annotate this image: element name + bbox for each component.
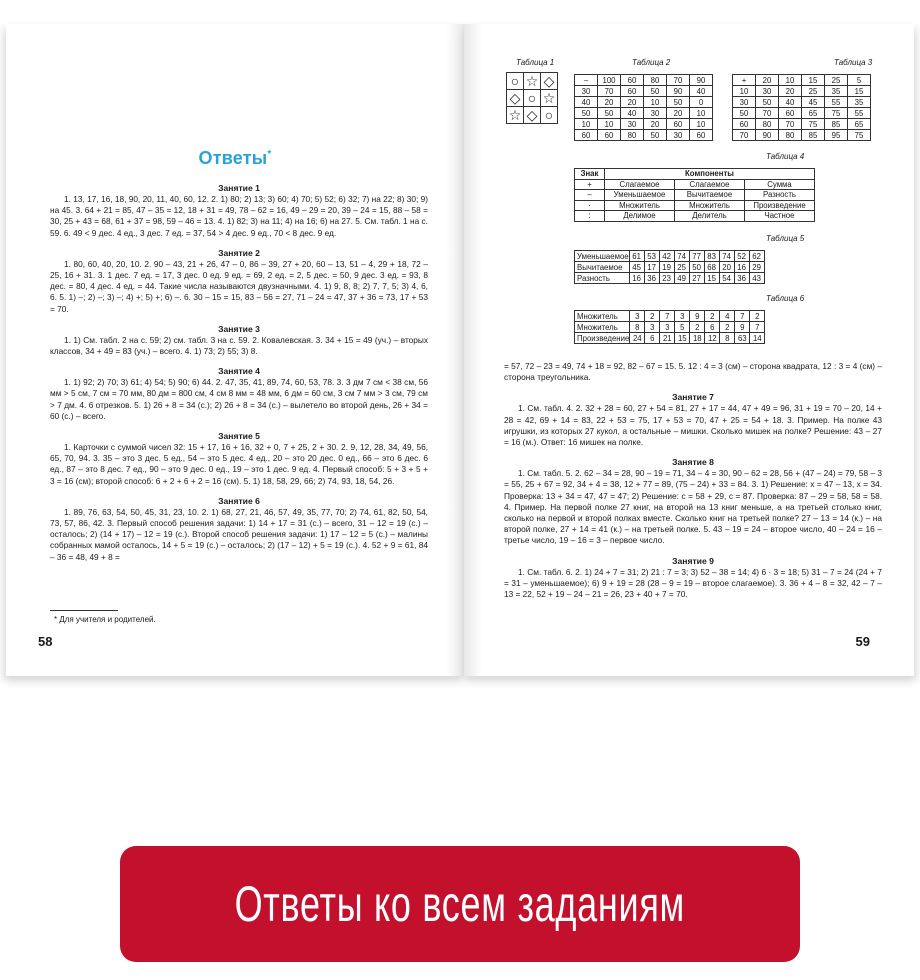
table-cell: 15 xyxy=(675,333,690,344)
table-row xyxy=(575,97,713,108)
table-cell: 9 xyxy=(735,322,750,333)
table-cell: 20 xyxy=(621,97,644,108)
table-cell: 16 xyxy=(629,273,644,284)
table-cell: 74 xyxy=(719,251,734,262)
left-answers xyxy=(50,182,428,563)
table-row xyxy=(575,311,765,322)
table-cell: 27 xyxy=(689,273,704,284)
lesson-text: 1. 13, 17, 16, 18, 90, 20, 11, 40, 60, 12. 2. 1) 80; 2) 13; 3) 60; 4) 70; 5) 52; 6) 32; 7) на 22; 8) 30; 9) на 45. 3. 64 + 21 = 85, 47 – 35 = 12, 18 + 31 = 49, 78 – 62 = 16, 49 – 29 = 20, 39 – 24 = 15, 88 – 58 = 30, 25 + 43 = 68, 61 + 37 = 98, 59 – 46 = 13. 4. 1) 82; 3) на 11; 4) на 16; 6) на 27. 5. См. табл. 1 на с. 59. 6. 49 < 9 дес. 4 ед., 3 дес. 7 ед. = 37, 54 > 4 дес. 9 ед., 70 < 8 дес. 9 ед. xyxy=(50,194,428,238)
table-cell: 8 xyxy=(720,333,735,344)
table-cell: 15 xyxy=(848,86,871,97)
table-cell: 36 xyxy=(734,273,749,284)
table-cell: 60 xyxy=(667,119,690,130)
table-header-sign: Знак xyxy=(575,169,605,180)
table-cell: 77 xyxy=(689,251,704,262)
lesson-text: 1. См. табл. 5. 2. 62 – 34 = 28, 90 – 19 = 71, 34 – 4 = 30, 90 – 62 = 28, 56 + (47 – 24) = 79, 58 – 3 = 55, 25 + 67 = 92, 34 + 4 = 38, 12 + 77 = 89, (75 – 24) + 33 = 84. 3. 1) Решение: x = 47 – 13, x = 34. Проверка: 13 + 34 = 47, 47 = 47; 2) Решение: c = 58 + 29, c = 87. Проверка: 87 – 29 = 58, 58 = 58. 4. Пример. На первой полке 27 книг, на второй на 13 книг меньше, а на третьей столько книг, сколько на первой и второй полках вместе. Сколько книг на третьей полке? 27 – 13 = 14 (к.) – на второй полке, 27 + 14 = 41 (к.) – на третьей полке. 5. 43 – 19 = 24 – второе число, 40 – 24 = 16 – третье число, 19 – 16 = 3 – первое число. xyxy=(504,468,882,546)
subtraction-table xyxy=(574,74,713,141)
table-row xyxy=(575,190,815,201)
table-cell: 25 xyxy=(674,262,689,273)
table-cell: 50 xyxy=(733,108,756,119)
row-label-cell: Множитель xyxy=(575,311,630,322)
table-cell: ○ xyxy=(541,107,558,124)
table-row xyxy=(575,179,815,190)
table-cell: 50 xyxy=(756,97,779,108)
table-cell: 40 xyxy=(575,97,598,108)
table-cell: 60 xyxy=(598,130,621,141)
gutter-shadow xyxy=(464,24,482,676)
table-row xyxy=(575,251,765,262)
table-cell: 2 xyxy=(720,322,735,333)
table-row xyxy=(733,97,871,108)
table-cell: 10 xyxy=(690,119,713,130)
table-cell: Множитель xyxy=(675,200,745,211)
table-cell: 50 xyxy=(644,130,667,141)
lesson-section xyxy=(50,323,428,357)
table-cell: 30 xyxy=(644,108,667,119)
table-cell: 10 xyxy=(598,119,621,130)
row-label-cell: Разность xyxy=(575,273,630,284)
promo-banner xyxy=(120,846,800,962)
row-label-cell: Произведение xyxy=(575,333,630,344)
table-cell: 85 xyxy=(825,119,848,130)
lesson-heading: Занятие 8 xyxy=(672,457,714,468)
lesson-heading: Занятие 4 xyxy=(218,366,260,377)
right-answers xyxy=(504,361,882,600)
table-cell: 20 xyxy=(644,119,667,130)
table-cell: Разность xyxy=(745,190,815,201)
table-caption: Таблица 4 xyxy=(766,152,805,161)
table-cell: Частное xyxy=(745,211,815,222)
table-cell: 50 xyxy=(667,97,690,108)
table-cell: 12 xyxy=(705,333,720,344)
table-row xyxy=(575,75,713,86)
table-row xyxy=(575,119,713,130)
lesson-section xyxy=(50,430,428,487)
continuation-text: = 57, 72 – 23 = 49, 74 + 18 = 92, 82 – 67 = 15. 5. 12 : 4 = 3 (см) – сторона квадрата, 12 : 3 = 4 (см) – сторона треугольника. xyxy=(504,361,882,383)
table-cell: + xyxy=(733,75,756,86)
table-cell: 30 xyxy=(733,97,756,108)
table-cell: 10 xyxy=(644,97,667,108)
table-cell: 60 xyxy=(733,119,756,130)
table-cell: 75 xyxy=(848,130,871,141)
table-cell: 36 xyxy=(644,273,659,284)
lesson-heading: Занятие 3 xyxy=(218,323,260,334)
table-row xyxy=(575,273,765,284)
table-cell: ○ xyxy=(507,73,524,90)
table-cell: 80 xyxy=(644,75,667,86)
lesson-text: 1. 1) 92; 2) 70; 3) 61; 4) 54; 5) 90; 6) 44. 2. 47, 35, 41, 89, 74, 60, 53, 78. 3. 3 дм 7 см < 38 см, 56 мм > 5 см, 7 см = 70 мм, 80 дм = 800 см, 4 см 8 мм = 48 мм, 6 дм = 60 см, 3 см 7 мм > 3 см, 79 см > 7 дм. 4. 6 отрезков. 5. 1) 26 + 8 = 34 (с.); 2) 26 + 8 = 34 (с.) – вылетело во второй день, 26 + 34 = 60 (с.) – всего. xyxy=(50,377,428,421)
table-cell: ◇ xyxy=(541,73,558,90)
table-cell: 45 xyxy=(802,97,825,108)
table-cell: 60 xyxy=(690,130,713,141)
table-row xyxy=(507,73,558,90)
table-cell: 9 xyxy=(690,311,705,322)
table-cell: 25 xyxy=(802,86,825,97)
row-label-cell: Уменьшаемое xyxy=(575,251,630,262)
lesson-section xyxy=(50,182,428,239)
table-cell: ☆ xyxy=(541,90,558,107)
lesson-section xyxy=(50,495,428,563)
table-cell: 10 xyxy=(575,119,598,130)
footnote-divider xyxy=(50,610,118,611)
table-cell: 10 xyxy=(690,108,713,119)
table-cell: Уменьшаемое xyxy=(605,190,675,201)
table-cell: 4 xyxy=(720,311,735,322)
table-cell: 50 xyxy=(575,108,598,119)
table-cell: 14 xyxy=(750,333,765,344)
table-cell: 60 xyxy=(621,75,644,86)
table-row xyxy=(575,322,765,333)
table-cell: 95 xyxy=(825,130,848,141)
table-row xyxy=(575,130,713,141)
table-cell: 65 xyxy=(848,119,871,130)
table-cell: ◇ xyxy=(507,90,524,107)
table-cell: 21 xyxy=(660,333,675,344)
table-caption: Таблица 5 xyxy=(766,234,805,243)
table-row xyxy=(733,75,871,86)
table-cell: 3 xyxy=(675,311,690,322)
table-cell: 40 xyxy=(690,86,713,97)
table-row xyxy=(507,107,558,124)
table-cell: 49 xyxy=(674,273,689,284)
table-cell: 17 xyxy=(644,262,659,273)
left-page xyxy=(6,24,464,676)
lesson-section xyxy=(504,555,882,601)
table-cell: 75 xyxy=(825,108,848,119)
table-row xyxy=(575,333,765,344)
table-cell: 15 xyxy=(704,273,719,284)
table-cell: 100 xyxy=(598,75,621,86)
table-cell: 63 xyxy=(735,333,750,344)
table-cell: 3 xyxy=(630,311,645,322)
table-cell: 42 xyxy=(659,251,674,262)
difference-table xyxy=(574,250,765,284)
table-cell: ☆ xyxy=(507,107,524,124)
table-cell: + xyxy=(575,179,605,190)
table-row xyxy=(575,108,713,119)
table-cell: 50 xyxy=(644,86,667,97)
table-cell: 70 xyxy=(667,75,690,86)
table-cell: 23 xyxy=(659,273,674,284)
table-cell: 6 xyxy=(645,333,660,344)
table-row xyxy=(733,86,871,97)
table-cell: 24 xyxy=(630,333,645,344)
table-cell: 29 xyxy=(749,262,764,273)
table-cell: 80 xyxy=(779,130,802,141)
table-cell: 6 xyxy=(705,322,720,333)
table-cell: 62 xyxy=(749,251,764,262)
table-row xyxy=(733,130,871,141)
lesson-text: 1. Карточки с суммой чисел 32: 15 + 17, 16 + 16, 32 + 0, 7 + 25, 2 + 30. 2. 9, 12, 28, 34, 49, 56, 65, 70, 94. 3. 35 – это 3 дес. 5 ед., 54 – это 5 дес. 4 ед., 20 – это 20 дес. 0 ед., 66 – это 6 дес. 6 ед., 87 – это 8 дес. 7 ед., 90 – это 9 дес. 0 ед., 19 – это 1 дес. 9 ед. 4. Первый способ: 5 + 3 + 5 + 3 = 16 (см); второй способ: 6 + 2 + 6 + 2 = 16 (см). 5. 1) 18, 58, 29, 66; 2) 74, 93, 18, 54, 26. xyxy=(50,442,428,486)
lesson-section xyxy=(504,391,882,448)
table-cell: 40 xyxy=(621,108,644,119)
table-cell: Вычитаемое xyxy=(675,190,745,201)
table-cell: 3 xyxy=(645,322,660,333)
table-cell: 15 xyxy=(802,75,825,86)
table-cell: 8 xyxy=(630,322,645,333)
table-cell: 80 xyxy=(756,119,779,130)
table-cell: 60 xyxy=(779,108,802,119)
table-cell: 18 xyxy=(690,333,705,344)
table-cell: Делитель xyxy=(675,211,745,222)
table-row xyxy=(575,262,765,273)
table-row xyxy=(733,119,871,130)
table-cell: 2 xyxy=(690,322,705,333)
right-page xyxy=(464,24,914,676)
table-cell: 85 xyxy=(802,130,825,141)
components-table xyxy=(574,168,815,222)
table-cell: 68 xyxy=(704,262,719,273)
symbols-table xyxy=(506,72,558,124)
table-cell: 20 xyxy=(779,86,802,97)
table-cell: 3 xyxy=(660,322,675,333)
table-cell: 90 xyxy=(667,86,690,97)
table-header-components: Компоненты xyxy=(605,169,815,180)
table-cell: 83 xyxy=(704,251,719,262)
product-table xyxy=(574,310,765,344)
gutter-shadow xyxy=(446,24,464,676)
page-title xyxy=(6,148,464,169)
table-caption: Таблица 2 xyxy=(632,58,671,67)
table-cell: 25 xyxy=(825,75,848,86)
table-cell: 70 xyxy=(779,119,802,130)
lesson-heading: Занятие 2 xyxy=(218,247,260,258)
table-cell: 35 xyxy=(825,86,848,97)
table-cell: – xyxy=(575,190,605,201)
table-cell: 40 xyxy=(779,97,802,108)
lesson-heading: Занятие 6 xyxy=(218,495,260,506)
table-cell: 16 xyxy=(734,262,749,273)
table-cell: – xyxy=(575,75,598,86)
table-cell: 60 xyxy=(575,130,598,141)
table-row xyxy=(575,200,815,211)
lesson-text: 1. 1) См. табл. 2 на с. 59; 2) см. табл. 3 на с. 59. 2. Ковалевская. 3. 34 + 15 = 49 (уч.) – вторых классов, 34 + 49 = 83 (уч.) – всего. 4. 1) 73; 2) 55; 3) 8. xyxy=(50,334,428,357)
table-row xyxy=(733,108,871,119)
lesson-heading: Занятие 1 xyxy=(218,183,260,193)
table-cell: 90 xyxy=(690,75,713,86)
table-cell: 45 xyxy=(629,262,644,273)
table-cell: 2 xyxy=(645,311,660,322)
table-cell: 2 xyxy=(705,311,720,322)
table-cell: 80 xyxy=(621,130,644,141)
book-spread xyxy=(6,24,914,692)
table-cell: 5 xyxy=(848,75,871,86)
table-cell: 20 xyxy=(667,108,690,119)
row-label-cell: Вычитаемое xyxy=(575,262,630,273)
table-cell: 10 xyxy=(779,75,802,86)
table-cell: 43 xyxy=(749,273,764,284)
table-cell: · xyxy=(575,200,605,211)
table-cell: 70 xyxy=(598,86,621,97)
lesson-section xyxy=(504,456,882,546)
lesson-text: 1. 89, 76, 63, 54, 50, 45, 31, 23, 10. 2. 1) 68, 27, 21, 46, 57, 49, 35, 77, 70; 2) 74, 61, 82, 50, 54, 73, 57, 86, 42. 3. Первый способ решения задачи: 1) 14 + 17 = 31 (с.) – всего, 31 – 12 = 19 (с.) – осталось; 2) (14 + 17) – 12 = 19 (с.). Второй способ решения задачи: 1) 17 – 12 = 5 (с.) – малины собранных мамой осталось, 14 + 5 = 19 (с.) – осталось; 2) (17 – 12) + 5 = 19 (с.). 4. 52 + 9 = 61, 84 – 36 = 48, 49 + 8 = xyxy=(50,506,428,562)
lesson-heading: Занятие 7 xyxy=(672,392,714,403)
table-cell: 50 xyxy=(689,262,704,273)
table-cell: 7 xyxy=(735,311,750,322)
table-cell: 2 xyxy=(750,311,765,322)
table-cell: 30 xyxy=(621,119,644,130)
lesson-heading: Занятие 9 xyxy=(672,555,714,566)
table-cell: 10 xyxy=(733,86,756,97)
page-number: 59 xyxy=(855,634,870,649)
table-cell: 7 xyxy=(750,322,765,333)
table-cell: 55 xyxy=(848,108,871,119)
table-cell: 7 xyxy=(660,311,675,322)
banner-text: Ответы ко всем заданиям xyxy=(234,876,686,932)
table-cell: Сумма xyxy=(745,179,815,190)
table-cell: 61 xyxy=(629,251,644,262)
table-cell: Слагаемое xyxy=(605,179,675,190)
table-cell: 20 xyxy=(719,262,734,273)
table-cell: 65 xyxy=(802,108,825,119)
title-text: Ответы xyxy=(198,148,268,168)
page-number: 58 xyxy=(38,634,53,649)
table-cell: 50 xyxy=(598,108,621,119)
table-caption: Таблица 3 xyxy=(834,58,873,67)
lesson-text: 1. См. табл. 4. 2. 32 + 28 = 60, 27 + 54 = 81, 27 + 17 = 44, 47 + 49 = 96, 31 + 19 = 70 – 20, 14 + 28 = 42, 69 + 14 = 83, 22 + 53 = 75, 17 + 53 = 70, 47 + 25 = 54 + 18. 3. Пример. На полке 43 игрушки, из которых 27 кукол, а остальные – мишки. Сколько мишек на полке? Решение: 43 – 27 = 16 (м.). Ответ: 16 мишек на полке. xyxy=(504,403,882,448)
table-cell: ◇ xyxy=(524,107,541,124)
lesson-text: 1. 80, 60, 40, 20, 10. 2. 90 – 43, 21 + 26, 47 – 0, 86 – 39, 27 + 20, 60 – 13, 51 – 4, 29 + 18, 72 – 25, 16 + 31. 3. 1 дес. 7 ед. = 17, 3 дес. 0 ед. 9 ед. = 69, 2 ед. = 2, 5 дес. = 50, 9 дес. 3 ед. = 93, 8 дес. = 80, 4 дес. 4 ед. = 44. Такие числа называются двузначными. 4. 1) 9, 8, 8; 2) 7, 7, 5; 3) 4, 6, 6. 5. 1) –; 2) –; 3) –; 4) +; 5) +; 6) –. 6. 30 – 15 = 15, 83 – 56 = 27, 71 – 24 = 47, 37 + 36 = 73, 17 + 53 = 70. xyxy=(50,258,428,314)
table-cell: 30 xyxy=(575,86,598,97)
table-cell: ☆ xyxy=(524,73,541,90)
table-cell: 20 xyxy=(598,97,621,108)
table-cell: Произведение xyxy=(745,200,815,211)
lesson-heading: Занятие 5 xyxy=(218,431,260,442)
table-cell: 75 xyxy=(802,119,825,130)
table-row xyxy=(575,211,815,222)
table-cell: 20 xyxy=(756,75,779,86)
row-label-cell: Множитель xyxy=(575,322,630,333)
lesson-text: 1. См. табл. 6. 2. 1) 24 + 7 = 31; 2) 21 : 7 = 3; 3) 52 – 38 = 14; 4) 6 · 3 = 18; 5) 31 – 7 = 24 (24 + 7 = 31 – уменьшаемое); 6) 9 + 19 = 28 (28 – 9 = 19 – второе слагаемое). 3. 36 + 4 – 8 = 32, 42 – 7 – 13 = 22, 52 + 19 – 24 – 21 = 26, 23 + 40 + 7 = 70. xyxy=(504,566,882,600)
table-cell: 30 xyxy=(756,86,779,97)
table-cell: 60 xyxy=(621,86,644,97)
table-cell: ○ xyxy=(524,90,541,107)
table-cell: Делимое xyxy=(605,211,675,222)
table-cell: : xyxy=(575,211,605,222)
table-cell: 35 xyxy=(848,97,871,108)
table-cell: Множитель xyxy=(605,200,675,211)
footnote: * Для учителя и родителей. xyxy=(54,615,156,624)
table-cell: 53 xyxy=(644,251,659,262)
table-row xyxy=(575,86,713,97)
table-cell: 30 xyxy=(667,130,690,141)
addition-table xyxy=(732,74,871,141)
table-cell: 55 xyxy=(825,97,848,108)
table-cell: 52 xyxy=(734,251,749,262)
table-cell: 0 xyxy=(690,97,713,108)
title-footnote-mark: * xyxy=(267,149,272,160)
table-row xyxy=(507,90,558,107)
lesson-section xyxy=(50,247,428,315)
table-cell: 5 xyxy=(675,322,690,333)
table-cell: Слагаемое xyxy=(675,179,745,190)
table-cell: 54 xyxy=(719,273,734,284)
lesson-section xyxy=(50,365,428,422)
table-cell: 70 xyxy=(756,108,779,119)
table-cell: 19 xyxy=(659,262,674,273)
table-cell: 90 xyxy=(756,130,779,141)
table-caption: Таблица 6 xyxy=(766,294,805,303)
table-cell: 70 xyxy=(733,130,756,141)
table-caption: Таблица 1 xyxy=(516,58,555,67)
table-cell: 74 xyxy=(674,251,689,262)
